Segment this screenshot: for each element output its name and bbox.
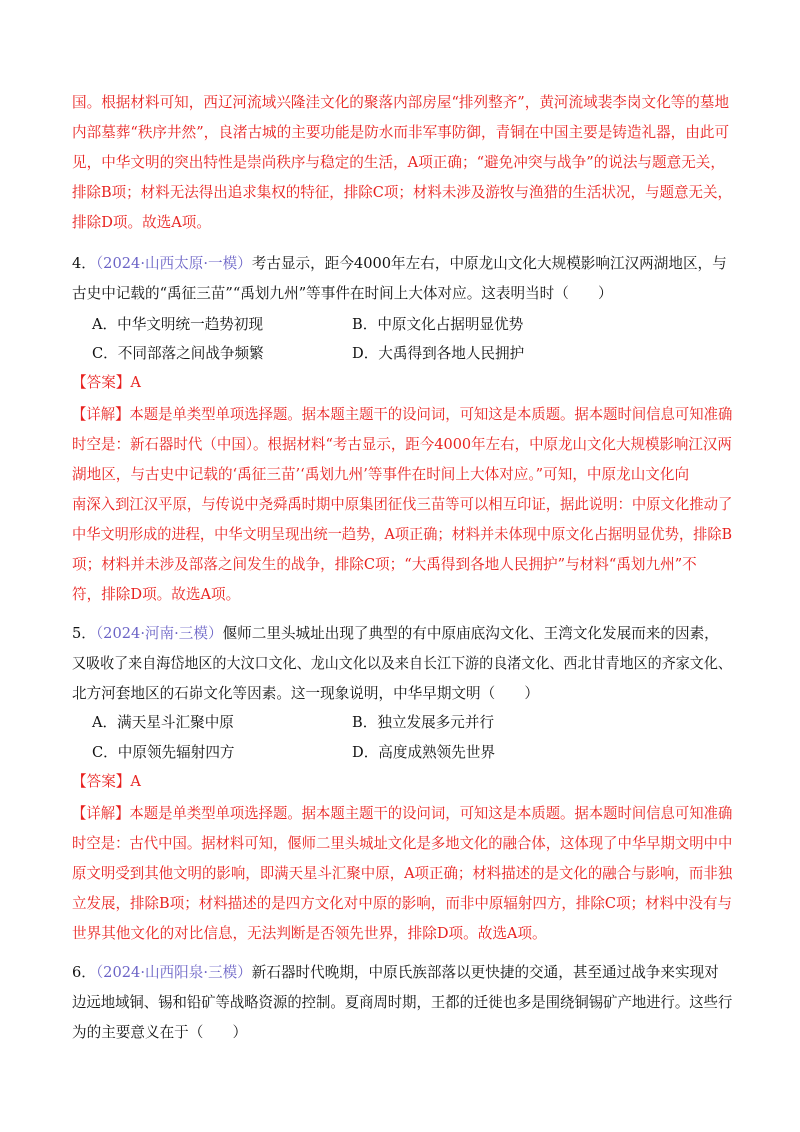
q4-stem-line2: 古史中记载的“禹征三苗”“禹划九州”等事件在时间上大体对应。这表明当时（ ） (72, 285, 613, 302)
q3-explanation-line: 排除D项。故选A项。 (72, 214, 211, 231)
q5-option-c: C．中原领先辐射四方 (92, 744, 235, 761)
q4-option-b: B．中原文化占据明显优势 (352, 316, 524, 333)
q4-detail-line: 南深入到江汉平原，与传说中尧舜禹时期中原集团征伐三苗等可以相互印证，据此说明：中原文化推动了 (72, 496, 733, 513)
q5-option-a: A．满天星斗汇聚中原 (92, 714, 234, 731)
q6-stem-line2: 边远地域铜、锡和铅矿等战略资源的控制。夏商周时期，王都的迁徙也多是围绕铜锡矿产地进行。这些行 (72, 994, 733, 1011)
q5-detail-line: 立发展，排除B项；材料描述的是四方文化对中原的影响，而非中原辐射四方，排除C项；材料中没有与 (72, 895, 733, 912)
q3-explanation-line: 内部墓葬“秩序井然”，良渚古城的主要功能是防水而非军事防御，青铜在中国主要是铸造礼器，由此可 (72, 124, 730, 141)
q4-option-a: A．中华文明统一趋势初现 (92, 316, 264, 333)
q5-number: 5． (72, 625, 96, 642)
q4-detail-line: 中华文明形成的进程，中华文明呈现出统一趋势，A项正确；材料并未体现中原文化占据明显优势，排除B (72, 526, 733, 543)
q4-detail-line: 时空是：新石器时代（中国）。根据材料“考古显示，距今4000年左右，中原龙山文化大规模影响江汉两 (72, 436, 732, 453)
q5-stem-line2: 又吸收了来自海岱地区的大汶口文化、龙山文化以及来自长江下游的良渚文化、西北甘青地区的齐家文化、 (72, 655, 732, 672)
q5-detail-line: 时空是：古代中国。据材料可知，偃师二里头城址文化是多地文化的融合体，这体现了中华早期文明中中 (72, 835, 733, 852)
q6-source-tag: （2024·山西阳泉·三模） (95, 964, 252, 981)
q6-number: 6． (72, 964, 96, 981)
q4-stem-text: 考古显示，距今4000年左右，中原龙山文化大规模影响江汉两湖地区，与 (251, 255, 727, 272)
q5-answer: 【答案】A (72, 773, 141, 790)
q5-option-b: B．独立发展多元并行 (352, 714, 495, 731)
q3-explanation-line: 排除B项；材料无法得出追求集权的特征，排除C项；材料未涉及游牧与渔猎的生活状况，与题意无关， (72, 184, 733, 201)
q5-option-d: D．高度成熟领先世界 (352, 744, 496, 761)
q6-stem-line3: 为的主要意义在于（ ） (72, 1024, 248, 1041)
q4-option-d: D．大禹得到各地人民拥护 (352, 345, 525, 362)
q4-detail-line: 符，排除D项。故选A项。 (72, 586, 241, 603)
q5-detail-line: 【详解】本题是单类型单项选择题。据本题主题干的设问词，可知这是本质题。据本题时间信息可知准确 (72, 805, 733, 822)
q4-source-tag: （2024·山西太原·一模） (95, 255, 252, 272)
q4-number: 4． (72, 255, 96, 272)
q6-stem-line1 (72, 964, 732, 982)
q5-source-tag: （2024·河南·三模） (95, 625, 223, 642)
q4-detail-line: 【详解】本题是单类型单项选择题。据本题主题干的设问词，可知这是本质题。据本题时间信息可知准确 (72, 406, 733, 423)
q5-detail-line: 世界其他文化的对比信息，无法判断是否领先世界，排除D项。故选A项。 (72, 925, 547, 942)
q5-stem-line1 (72, 625, 732, 643)
q4-detail-line: 湖地区，与古史中记载的‘禹征三苗’‘禹划九州’等事件在时间上大体对应。”可知，中原龙山文化向 (72, 466, 690, 483)
q3-explanation-line: 见，中华文明的突出特性是崇尚秩序与稳定的生活，A项正确；“避免冲突与战争”的说法与题意无关， (72, 154, 725, 171)
q5-stem-text: 偃师二里头城址出现了典型的有中原庙底沟文化、王湾文化发展而来的因素， (222, 625, 719, 642)
q5-detail-line: 原文明受到其他文明的影响，即满天星斗汇聚中原，A项正确；材料描述的是文化的融合与影响，而非独 (72, 865, 733, 882)
q4-option-c: C．不同部落之间战争频繁 (92, 345, 264, 362)
q3-explanation-line: 国。根据材料可知，西辽河流域兴隆洼文化的聚落内部房屋“排列整齐”，黄河流域裴李岗文化等的墓地 (72, 94, 730, 111)
q4-answer: 【答案】A (72, 374, 141, 391)
q4-stem-line1 (72, 255, 732, 273)
q4-detail-line: 项；材料并未涉及部落之间发生的战争，排除C项；“大禹得到各地人民拥护”与材料“禹划九州”不 (72, 556, 697, 573)
q5-stem-line3: 北方河套地区的石峁文化等因素。这一现象说明，中华早期文明（ ） (72, 685, 540, 702)
q6-stem-text: 新石器时代晚期，中原氏族部落以更快捷的交通，甚至通过战争来实现对 (251, 964, 719, 981)
